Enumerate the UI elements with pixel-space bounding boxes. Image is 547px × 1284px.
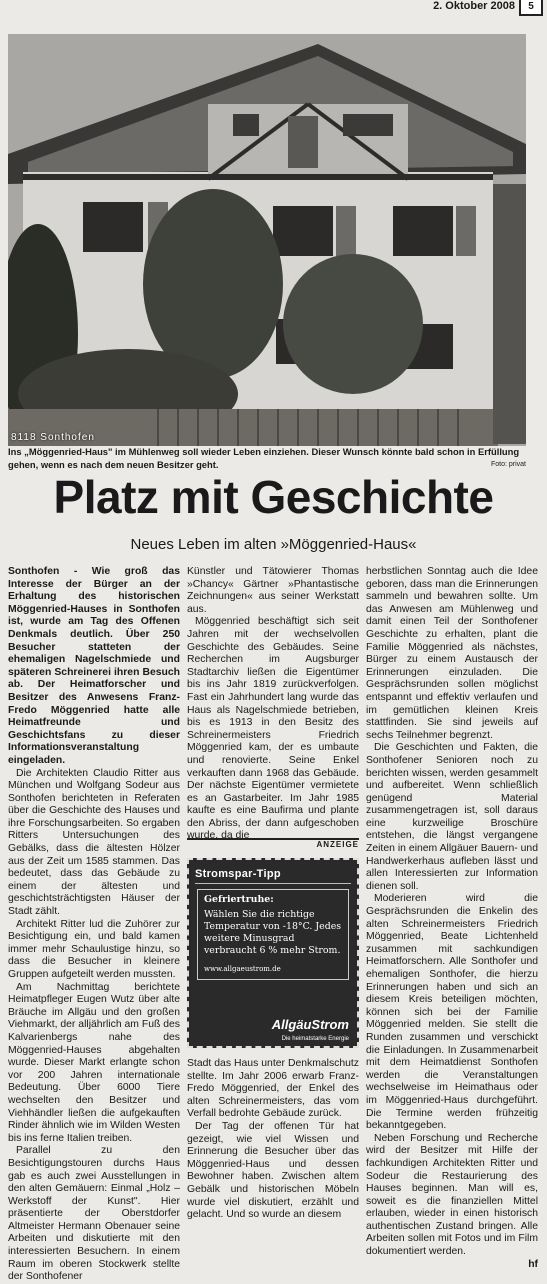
paragraph: herbstlichen Sonntag auch die Idee geboren, dass man die Erinnerungen sammeln und bewahren sollte. Um das Anwesen am Mühlenweg und damit einen Teil der Sonthofener Geschichte zu erhalten, plant die Familie Möggenried als nächstes, Bürger zu einem Austausch der Erinnerungen einzuladen. Die Gesprächsrunden sollen möglichst entspannt und effektiv verlaufen und im gemütlichen kleinen Kreis stattfinden. Sie sind jeweils auf sechs Teilnehmer begrenzt.: [366, 566, 538, 741]
caption-text: Ins „Möggenried-Haus" im Mühlenweg soll wieder Leben einziehen. Dieser Wunsch könnte bald schon in Erfüllung gehen, wenn es nach dem neuen Besitzer geht.: [8, 446, 520, 470]
photo-stamp: 8118 Sonthofen: [11, 432, 95, 443]
page-header: [0, 0, 547, 22]
paragraph: Die Geschichten und Fakten, die Sonthofener Senioren noch zu berichten wissen, werden gesammelt und aufbereitet. Wenn schließlich genügend Material zusammengetragen ist, soll daraus eine kurzweilige Broschüre entstehen, die längst vergangene Zeiten in einem Allgäuer Bauern- und Handwerkerhaus aufleben lässt und allen Interessierten zur Information dienen soll.: [366, 742, 538, 892]
article-column-2-continued: [187, 1058, 359, 1222]
article-column-3: [366, 566, 538, 1271]
subheadline: Neues Leben im alten »Möggenried-Haus«: [130, 536, 417, 553]
paragraph: Der Tag der offenen Tür hat gezeigt, wie viel Wissen und Erinnerung die Besucher über das Möggenried-Haus und dessen Bewohner haben. Zwischen altem Gebälk und historischen Möbeln wurde viel diskutiert, erzählt und gelacht. Und so wurde an diesem: [187, 1120, 359, 1221]
photo-caption: [8, 446, 526, 471]
issue-date: 2. Oktober 2008: [433, 0, 515, 12]
author-signature: hf: [528, 1258, 538, 1270]
paragraph: Parallel zu den Besichtigungstouren durchs Haus gab es auch zwei Ausstellungen in den alten Gemäuern: Einmal „Holz – Werkstoff der Kunst". Hier präsentierte der Oberstdorfer Altmeister Hermann Obenauer seine Arbeiten und diskutierte mit den interessierten Besuchern. In einem Raum im oberen Stockwerk stellte der Sonthofener: [8, 1145, 180, 1283]
paragraph: Die Architekten Claudio Ritter aus München und Wolfgang Sodeur aus Sonthofen berichteten in Referaten über die Geschichte des Hauses und ihre Forschungsarbeiten. So ergaben Ritters Untersuchungen des Gebälks, dass die ältesten Hölzer aus der Zeit um 1585 stammen. Das bedeutet, dass das Gebäude zu einem der ältesten und geschichtsträchtigsten Häuser der Stadt zählt.: [8, 767, 180, 918]
paragraph: Am Nachmittag berichtete Heimatpfleger Eugen Wutz über alte Bräuche im Allgäu und den großen Viehmarkt, der alljährlich am Fuß des Kalvarienbergs nahe des Möggenried-Hauses abgehalten wurde. Dieser Markt erlangte schon vor 200 Jahren internationale Bedeutung. Über 6000 Tiere wechselten den Besitzer und Viehhändler ließen die aufgekauften Rinder ähnlich wie im Wilden Westen bis ins ferne Italien treiben.: [8, 981, 180, 1144]
ad-tip-title: Gefriertruhe:: [204, 894, 274, 905]
paragraph: Neben Forschung und Recherche wird der Besitzer mit Hilfe der fachkundigen Architekten Ritter und Sodeur die Restaurierung des Hauses beginnen. Man will es, soweit es die finanziellen Mittel erlauben, wieder in einen historisch authentischen Zustand bringen. Alle Arbeiten sollen mit Fotos und im Film dokumentiert werden.: [366, 1132, 538, 1258]
paragraph: Künstler und Tätowierer Thomas »Chancy« Gärtner »Phantastische Zeichnungen« aus seiner Werkstatt aus.: [187, 566, 359, 615]
headline: Platz mit Geschichte: [53, 471, 494, 523]
paragraph: Möggenried beschäftigt sich seit Jahren mit der wechselvollen Geschichte des Gebäudes. Seine Recherchen im Augsburger Stadtarchiv ließen die Eigentümer bis ins Jahr 1819 zurückverfolgen. Fast ein Jahrhundert lang wurde das Haus als Nagelschmiede betrieben, bis es 1913 in den Besitz des Schreinermeisters Friedrich Möggenried kam, der es umbaute und renovierte. Seine Enkel verkauften dann 1968 das Gebäude. Der nächste Eigentümer vermietete es an Gastarbeiter. Im Jahr 1985 kaufte es eine Baufirma und plante den Abriss, der dann aufgeschoben wurde, da die: [187, 616, 359, 842]
ad-title: Stromspar-Tipp: [195, 868, 351, 884]
lead-paragraph: Sonthofen - Wie groß das Interesse der Bürger an der Erhaltung des historischen Möggenried-Hauses in Sonthofen ist, wurde am Tag des Offenen Denkmals deutlich. Über 250 Besucher statteten der ehemaligen Nagelschmiede und späteren Schreinerei ihren Besuch ab. Der Heimatforscher und Besitzer des Anwesens Franz-Fredo Möggenried hatte alle Heimatfreunde und Geschichtsfans zu dieser Informationsveranstaltung eingeladen.: [8, 566, 180, 766]
paragraph: Stadt das Haus unter Denkmalschutz stellte. Im Jahr 2006 erwarb Franz-Fredo Möggenried, der Enkel des alten Schreinermeisters, das vom Verfall bedrohte Gebäude zurück.: [187, 1058, 359, 1120]
paragraph: Architekt Ritter lud die Zuhörer zur Besichtigung ein, und bald kamen immer mehr Schaulustige hinzu, so dass die Besucher in kleinere Gruppen aufgeteilt werden mussten.: [8, 918, 180, 980]
advertisement: [187, 858, 359, 1048]
page-number: 5: [519, 0, 543, 16]
article-column-2: [187, 566, 359, 843]
ad-url: www.allgaeustrom.de: [204, 965, 281, 973]
ad-label: ANZEIGE: [187, 838, 359, 850]
ad-tip-box: [197, 889, 349, 980]
article-column-1: [8, 566, 180, 1284]
house-illustration: [8, 34, 526, 446]
paragraph: Moderieren wird die Gesprächsrunden die Enkelin des alten Schreinermeisters Friedrich Möggenried, Beate Lichtenheld zusammen mit sachkundigen Heimatforschern. Alle Sonthofer und ehemaligen Sonthofer, die hierzu Erinnerungen haben und sich an diesem Kreis beteiligen möchten, können sich bei der Familie Möggenried melden. Sie stellt die Runden zusammen und verschickt die Einladungen. In Zusammenarbeit mit dem Heimatdienst Sonthofen werden die Veranstaltungen wechselweise im Heimathaus oder im Möggenried-Haus durchgeführt. Die Termine werden frühzeitig bekanntgegeben.: [366, 893, 538, 1132]
ad-brand-logo: AllgäuStrom: [271, 1017, 349, 1032]
house-photo: [8, 34, 526, 446]
ad-slogan: Die heimatstarke Energie: [281, 1036, 349, 1042]
ad-tip-text: Wählen Sie die richtige Temperatur von -18°C. Jedes weitere Minusgrad verbraucht 6 % mehr Strom.: [204, 909, 342, 956]
photo-credit: Foto: privat: [490, 461, 526, 468]
